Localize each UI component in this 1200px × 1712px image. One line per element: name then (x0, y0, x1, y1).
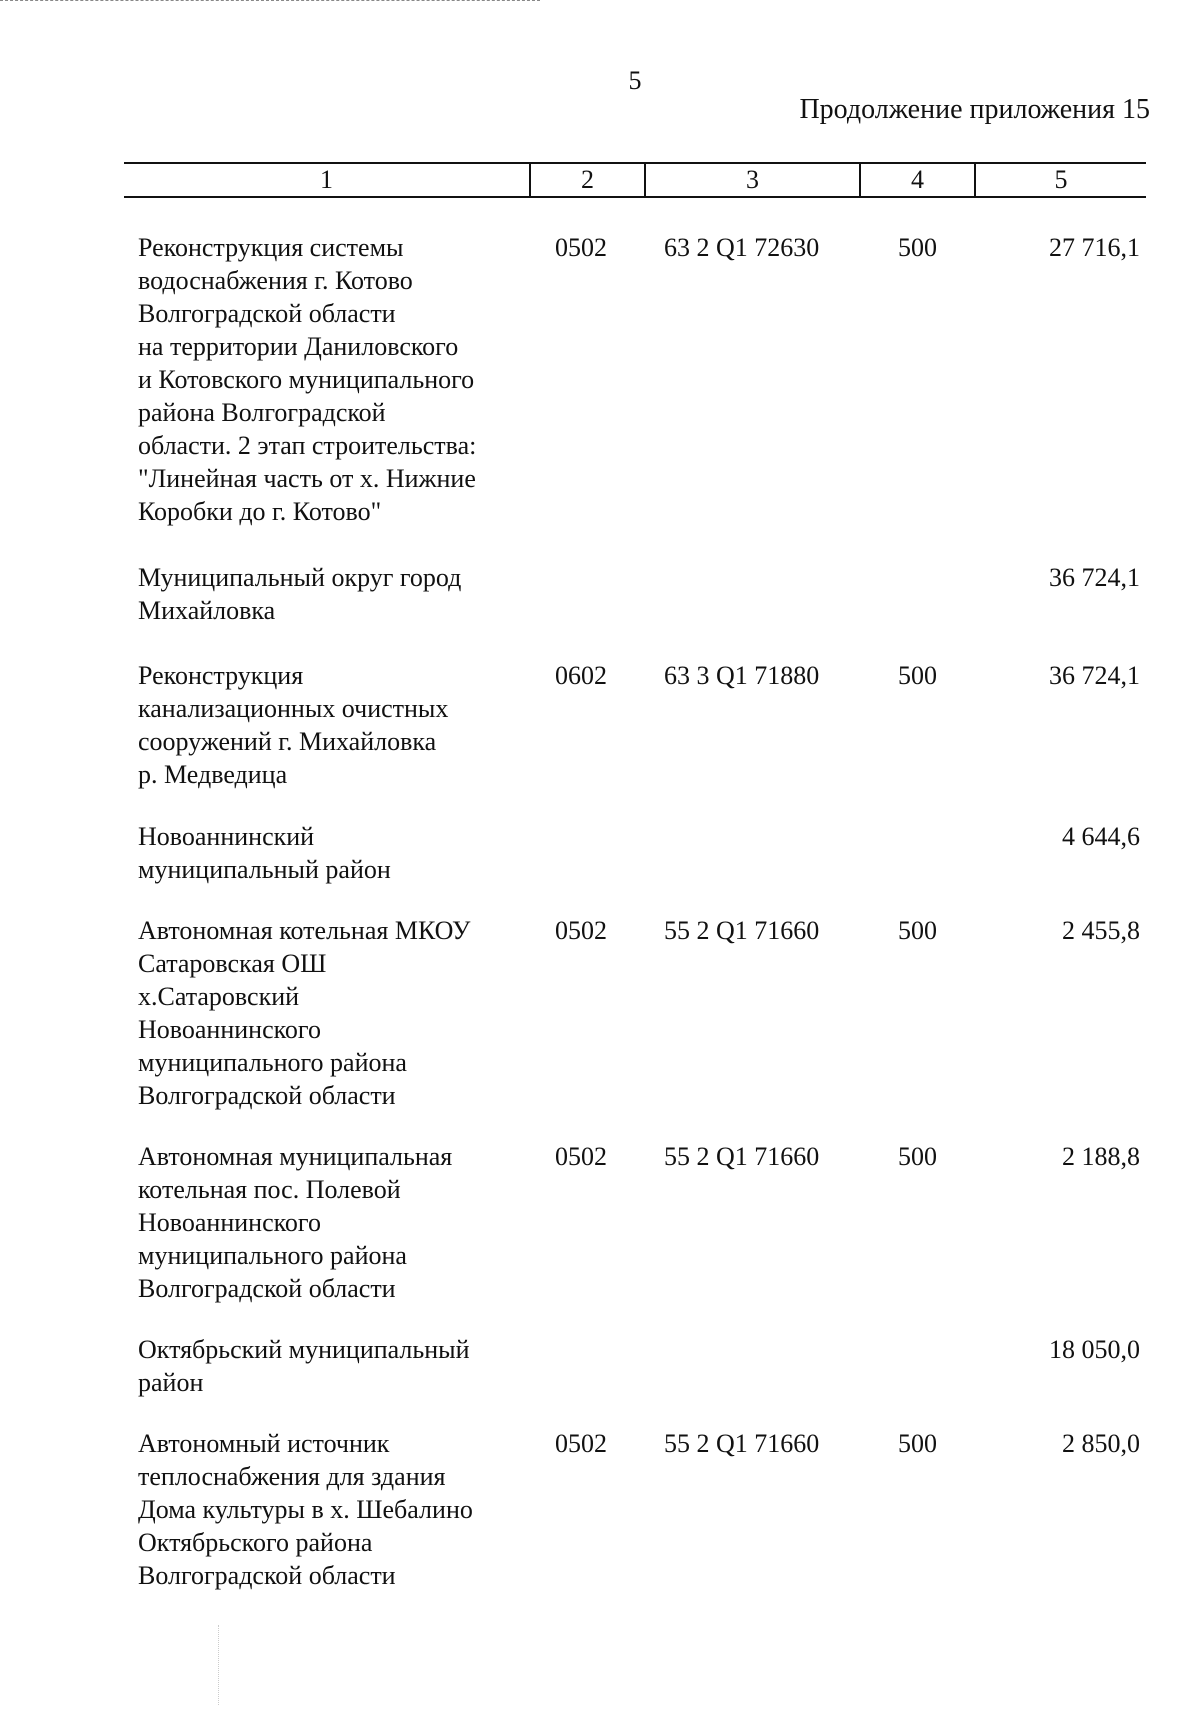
row-amount: 36 724,1 (1049, 661, 1140, 690)
row-expense-type: 500 (898, 916, 937, 945)
row-expense-type: 500 (898, 1429, 937, 1458)
row-target-code: 55 2 Q1 71660 (664, 916, 820, 945)
row-name: Новоаннинский муниципальный район (138, 822, 391, 884)
row-target-code: 55 2 Q1 71660 (664, 1429, 820, 1458)
header-col-4: 4 (859, 164, 974, 196)
row-expense-type: 500 (898, 233, 937, 262)
row-amount: 2 455,8 (1062, 916, 1140, 945)
row-expense-type: 500 (898, 1142, 937, 1171)
row-name: Реконструкция системы водоснабжения г. Котово Волгоградской области на территории Даниловского и Котовского муниципального района Волгоградской области. 2 этап строительства: "Линейная часть от х. Нижние Коробки до г. Котово" (138, 233, 477, 526)
header-col-1: 1 (320, 165, 333, 194)
row-section: 0502 (555, 233, 607, 262)
row-amount: 18 050,0 (1049, 1335, 1140, 1364)
header-col-5: 5 (974, 164, 1146, 196)
scan-edge-line (0, 0, 540, 3)
scan-artifact-line (218, 1625, 220, 1705)
row-section: 0602 (555, 661, 607, 690)
row-target-code: 63 3 Q1 71880 (664, 661, 820, 690)
row-name: Муниципальный округ город Михайловка (138, 563, 462, 625)
row-amount: 2 850,0 (1062, 1429, 1140, 1458)
row-name: Октябрьский муниципальный район (138, 1335, 470, 1397)
row-amount: 2 188,8 (1062, 1142, 1140, 1171)
row-name: Реконструкция канализационных очистных сооружений г. Михайловка р. Медведица (138, 661, 449, 789)
row-section: 0502 (555, 1142, 607, 1171)
appendix-continuation-note: Продолжение приложения 15 (799, 94, 1150, 125)
header-col-2: 2 (529, 164, 644, 196)
row-amount: 27 716,1 (1049, 233, 1140, 262)
page-number: 5 (628, 66, 642, 95)
row-expense-type: 500 (898, 661, 937, 690)
row-name: Автономный источник теплоснабжения для здания Дома культуры в х. Шебалино Октябрьского района Волгоградской области (138, 1429, 473, 1590)
row-section: 0502 (555, 1429, 607, 1458)
row-amount: 4 644,6 (1062, 822, 1140, 851)
row-name: Автономная муниципальная котельная пос. Полевой Новоаннинского муниципального района Волгоградской области (138, 1142, 453, 1303)
row-target-code: 63 2 Q1 72630 (664, 233, 820, 262)
row-name: Автономная котельная МКОУ Сатаровская ОШ х.Сатаровский Новоаннинского муниципального района Волгоградской области (138, 916, 471, 1110)
row-target-code: 55 2 Q1 71660 (664, 1142, 820, 1171)
header-col-3: 3 (644, 164, 859, 196)
row-section: 0502 (555, 916, 607, 945)
table-header (124, 162, 1146, 198)
row-amount: 36 724,1 (1049, 563, 1140, 592)
